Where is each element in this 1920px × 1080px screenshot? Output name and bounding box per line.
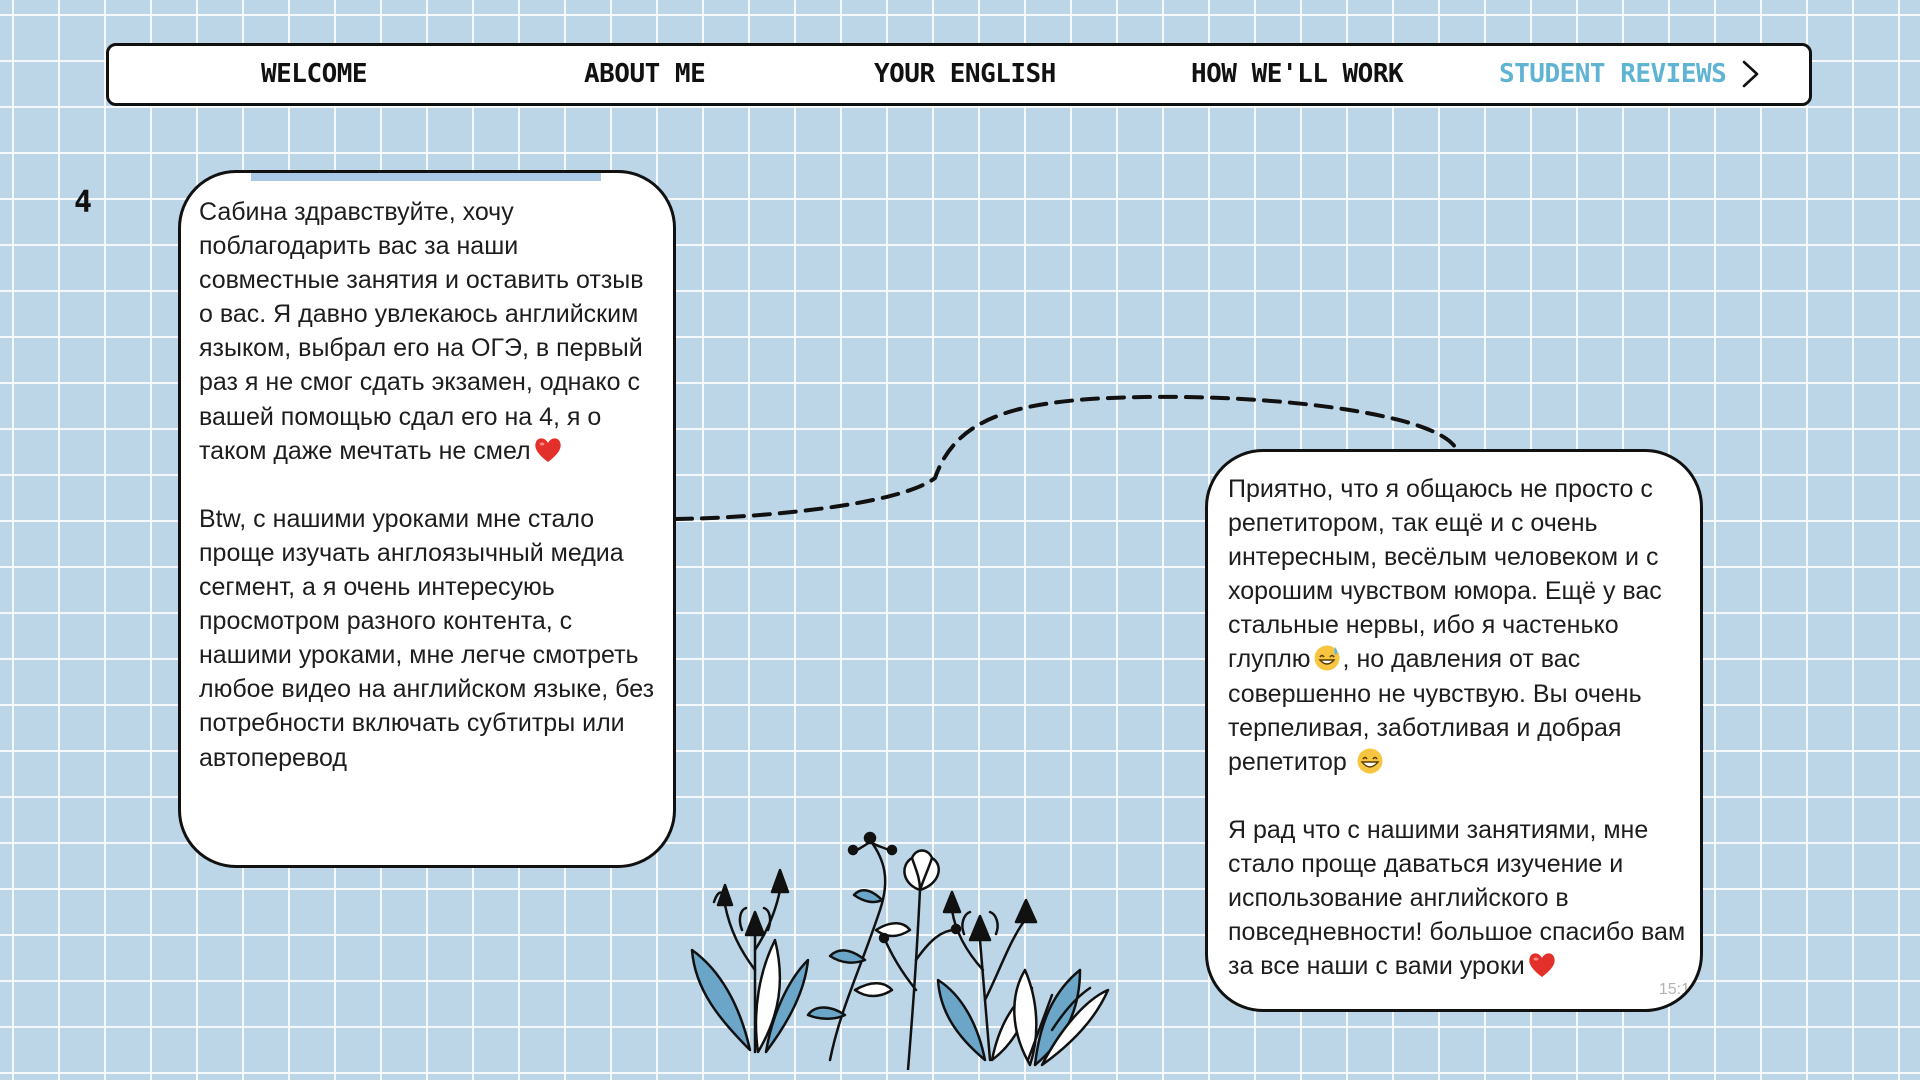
grinning-sweat-face-icon: [1313, 644, 1341, 672]
review-card-1: [178, 170, 676, 868]
message-timestamp: 15:1: [1658, 981, 1690, 998]
red-heart-icon: [1527, 951, 1557, 979]
review-card-2: [1205, 449, 1703, 1012]
review-1-paragraph-2: Btw, с нашими уроками мне стало проще изучать англоязычный медиа сегмент, а я очень интересуюь просмотром разного контента, с нашими уроками, мне легче смотреть любое видео на английском языке, без потребности включать субтитры или автоперевод: [199, 504, 661, 772]
chevron-right-icon[interactable]: [1735, 59, 1765, 89]
review-2-paragraph-2: Я рад что с нашими занятиями, мне стало проще даваться изучение и использование английского в повседневности! большое спасибо вам за все наши с вами уроки: [1228, 815, 1693, 981]
review-2-text-part-1: Приятно, что я общаюсь не просто с репетитором, так ещё и с очень интересным, весёлым человеком и с хорошим чувством юмора. Ещё у вас стальные нервы, ибо я частенько глуплю: [1228, 475, 1669, 674]
flower-doodle-icon: [680, 820, 1120, 1070]
nav-tab-student-reviews[interactable]: STUDENT REVIEWS: [1499, 59, 1727, 89]
nav-bar: [106, 43, 1812, 106]
review-2-text: [1228, 472, 1693, 983]
nav-tab-how-well-work[interactable]: HOW WE'LL WORK: [1191, 59, 1404, 89]
red-heart-icon: [533, 436, 563, 464]
nav-tab-about-me[interactable]: ABOUT ME: [584, 59, 706, 89]
nav-tab-your-english[interactable]: YOUR ENGLISH: [874, 59, 1056, 89]
page-number: 4: [74, 185, 93, 220]
review-2-text-part-2: , но давления от вас совершенно не чувствую. Вы очень терпеливая, заботливая и добрая репетитор: [1228, 645, 1649, 776]
review-1-text: [199, 195, 659, 775]
review-1-paragraph-1: Сабина здравствуйте, хочу поблагодарить вас за наши совместные занятия и оставить отзыв о вас. Я давно увлекаюсь английским языком, выбрал его на ОГЭ, в первый раз я не смог сдать экзамен, однако с вашей помощью сдал его на 4, я о таком даже мечтать не смел: [199, 198, 651, 465]
grinning-face-icon: [1356, 747, 1384, 775]
nav-tab-welcome[interactable]: WELCOME: [261, 59, 368, 89]
